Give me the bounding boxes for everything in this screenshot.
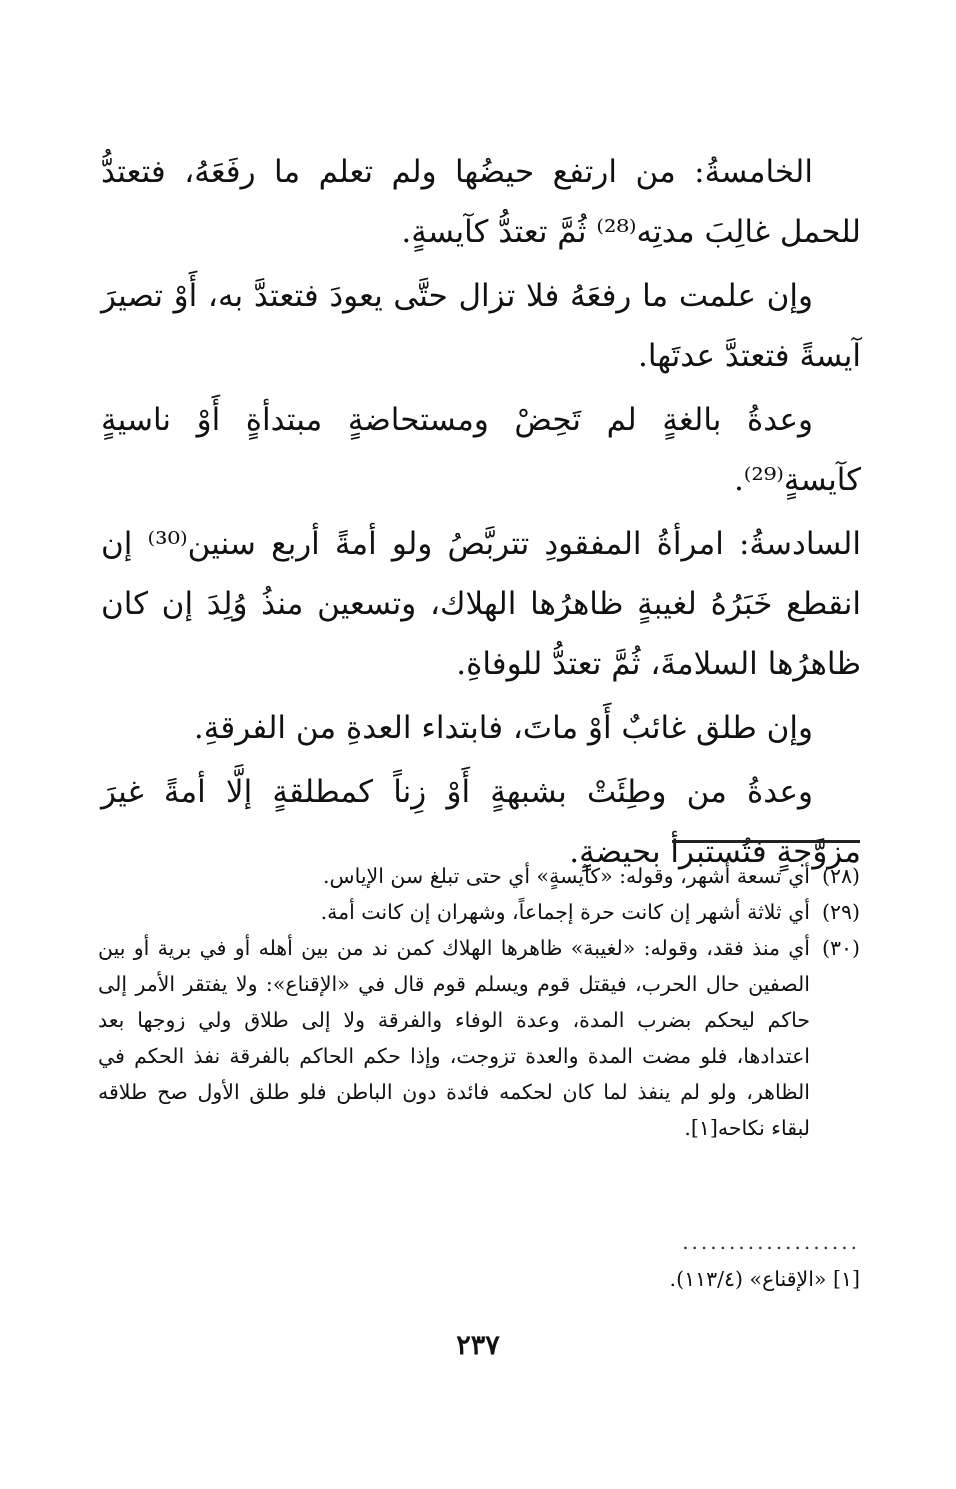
paragraph-if-known: وإن علمت ما رفعَهُ فلا تزال حتَّى يعودَ فتعتدَّ به، أَوْ تصيرَ آيسةً فتعتدَّ عدتَها. (101, 278, 861, 374)
footnote-number: (٢٩) (821, 900, 860, 924)
paragraph-absent-divorce: وإن طلق غائبٌ أَوْ ماتَ، فابتداء العدةِ من الفرقةِ. (193, 710, 813, 746)
reference-note: [١] «الإقناع» (١١٣/٤). (669, 1267, 860, 1291)
footnote-text: أي منذ فقد، وقوله: «لغيبة» ظاهرها الهلاك كمن ند من بين أهله أو في برية أو بين الصفين حال الحرب، فيقتل قوم ويسلم قوم قال في «الإقناع»: ولا يفتقر الأمر إلى حاكم ليحكم بضرب المدة، وعدة الوفاء والفرقة ولا إلى طلاق ولي زوجها بعد اعتدادها، فلو مضت المدة والعدة تزوجت، وإذا حكم الحاكم بالفرقة نفذ الحكم في الظاهر، ولو لم ينفذ لما كان لحكمه فائدة دون الباطن فلو طلق الأول صح طلاقه لبقاء نكاحه[١]. (98, 936, 810, 1140)
page-number: ٢٣٧ (456, 1330, 500, 1361)
paragraph-adult-no-menses: وعدةُ بالغةٍ لم تَحِضْ ومستحاضةٍ مبتدأةٍ أَوْ ناسيةٍ كآيسةٍ⁽²⁹⁾. (101, 402, 861, 498)
reference-separator-dots: ................... (682, 1230, 860, 1254)
footnote-number: (٣٠) (821, 936, 860, 960)
footnote-text: أي تسعة أشهر، وقوله: «كآيسةٍ» أي حتى تبلغ سن الإياس. (323, 864, 810, 888)
footnote-29 (98, 894, 860, 930)
footnote-separator (672, 840, 860, 843)
footnote-text: أي ثلاثة أشهر إن كانت حرة إجماعاً، وشهران إن كانت أمة. (320, 900, 810, 924)
paragraph-doubtful-intercourse: وعدةُ من وطِئَتْ بشبهةٍ أَوْ زِناً كمطلقةٍ إلَّا أمةً غيرَ مزوَّجةٍ فتُستبرأ بحيضةٍ. (101, 774, 861, 870)
main-text (101, 142, 861, 882)
footnote-30 (98, 930, 860, 1146)
footnotes (98, 858, 860, 1146)
footnote-28 (98, 858, 860, 894)
footnote-number: (٢٨) (821, 864, 860, 888)
paragraph-fifth-case: الخامسةُ: من ارتفع حيضُها ولم تعلم ما رفَعَهُ، فتعتدُّ للحمل غالِبَ مدتِه⁽²⁸⁾ ثُمَّ تعتدُّ كآيسةٍ. (101, 154, 861, 250)
paragraph-sixth-case: السادسةُ: امرأةُ المفقودِ تتربَّصُ ولو أمةً أربع سنين⁽³⁰⁾ إن انقطع خَبَرُهُ لغيبةٍ ظاهرُها الهلاك، وتسعين منذُ وُلِدَ إن كان ظاهرُها السلامةَ، ثُمَّ تعتدُّ للوفاةِ. (101, 526, 861, 682)
